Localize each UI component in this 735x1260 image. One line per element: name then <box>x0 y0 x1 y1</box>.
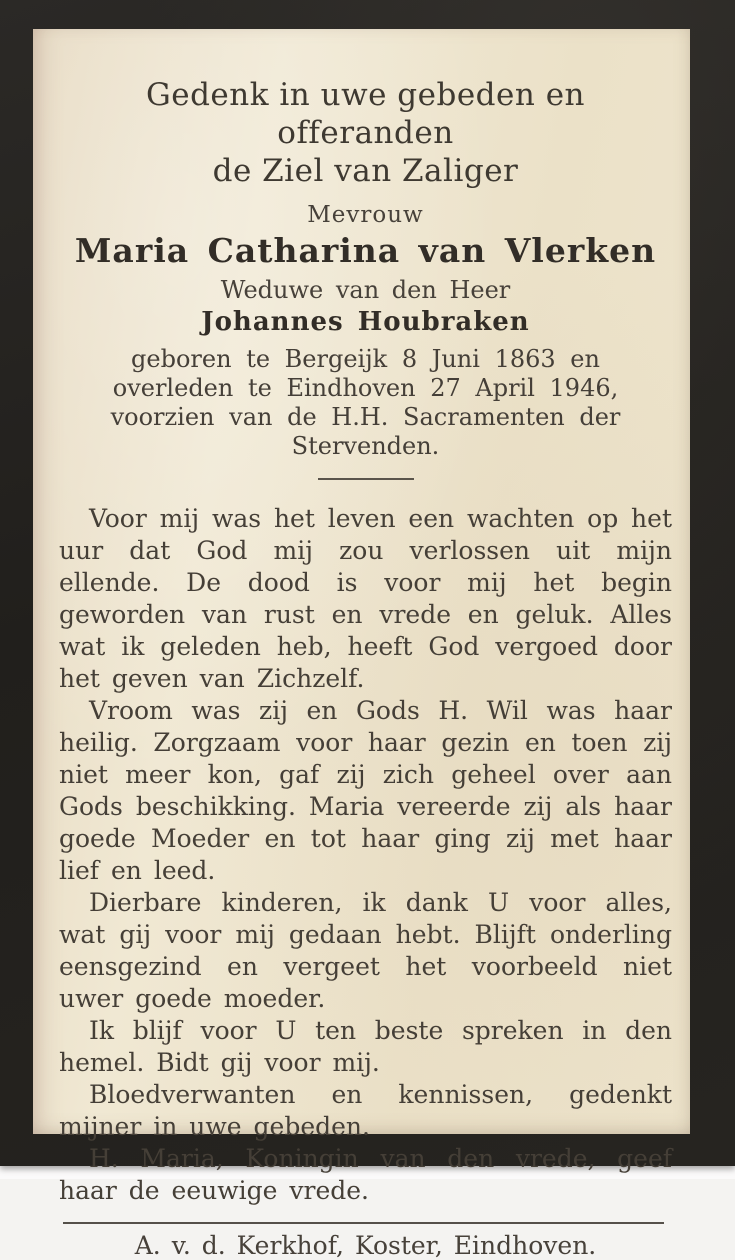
prayer-text <box>59 503 672 1207</box>
prayer-paragraph: Bloedverwanten en kennissen, gedenkt mijner in uwe gebeden. <box>59 1080 672 1141</box>
relation-line: Weduwe van den Heer <box>220 276 511 304</box>
prayer-paragraph: Ik blijf voor U ten beste spreken in den hemel. Bidt gij voor mij. <box>59 1016 672 1077</box>
intro-line-2: de Ziel van Zaliger <box>212 153 519 189</box>
prayer-paragraph: Dierbare kinderen, ik dank U voor alles, wat gij voor mij gedaan hebt. Blijft onderling eensgezind en vergeet het voorbeeld niet uwer goede moeder. <box>59 888 672 1013</box>
prayer-paragraph: Vroom was zij en Gods H. Wil was haar heilig. Zorgzaam voor haar gezin en toen zij niet meer kon, gaf zij zich geheel over aan Gods beschikking. Maria vereerde zij als haar goede Moeder en tot haar ging zij met haar lief en leed. <box>59 696 672 885</box>
printer-imprint: A. v. d. Kerkhof, Koster, Eindhoven. <box>134 1231 597 1260</box>
vital-record: geboren te Bergeijk 8 Juni 1863 en overleden te Eindhoven 27 April 1946, voorzien van de H.H. Sacramenten der Stervenden. <box>110 345 621 460</box>
deceased-name: Maria Catharina van Vlerken <box>74 231 657 270</box>
memorial-card-paper <box>33 29 690 1260</box>
honorific: Mevrouw <box>307 202 424 228</box>
prayer-paragraph: Voor mij was het leven een wachten op het uur dat God mij zou verlossen uit mijn ellende. De dood is voor mij het begin geworden van rust en vrede en geluk. Alles wat ik geleden heb, heeft God vergoed door het geven van Zichzelf. <box>59 504 672 693</box>
footer-divider <box>63 1222 664 1224</box>
prayer-paragraph: H. Maria, Koningin van den vrede, geef haar de eeuwige vrede. <box>59 1144 672 1205</box>
header-divider <box>318 478 414 480</box>
spouse-name: Johannes Houbraken <box>201 307 530 337</box>
intro-line-1: Gedenk in uwe gebeden en offeranden <box>145 77 586 151</box>
